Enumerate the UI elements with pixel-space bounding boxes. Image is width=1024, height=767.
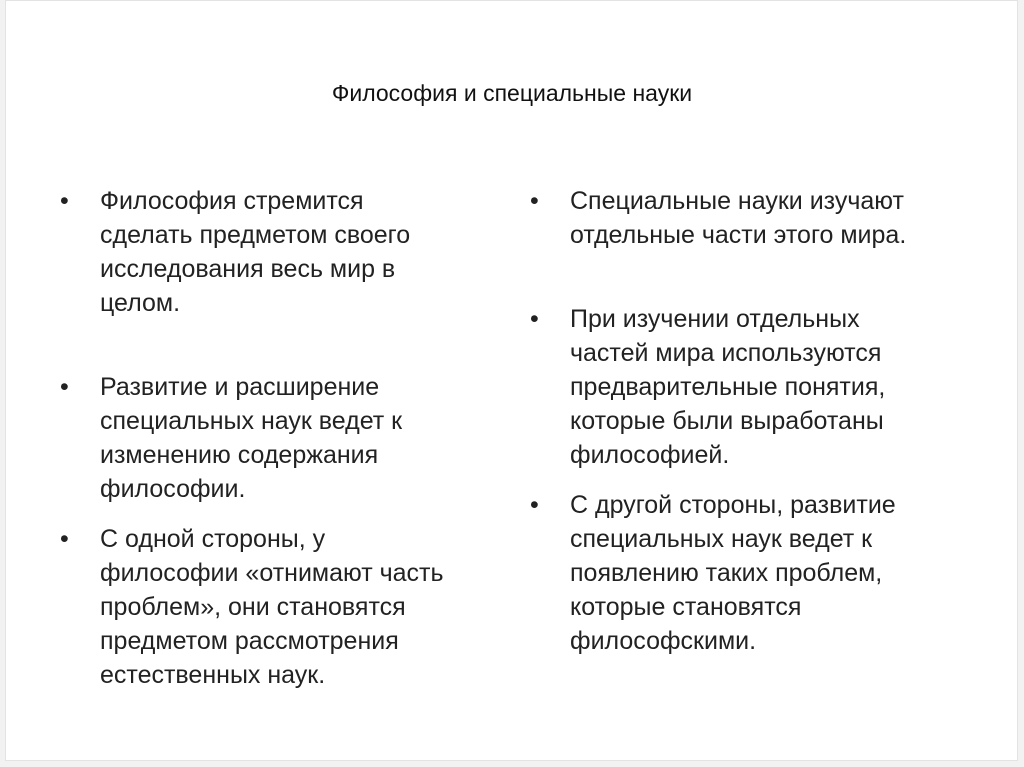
text-line: отдельные части этого мира.: [570, 221, 907, 249]
text-line: целом.: [100, 289, 181, 317]
text-line: проблем», они становятся: [100, 593, 406, 621]
text-line: С одной стороны, у: [100, 525, 326, 553]
bullet-item: [60, 184, 510, 320]
bullet-text: [570, 302, 980, 472]
text-line: философией.: [570, 441, 730, 469]
bullet-marker: •: [530, 491, 539, 519]
bullet-marker: •: [60, 187, 69, 215]
text-line: которые были выработаны: [570, 407, 884, 435]
bullet-item: [530, 184, 980, 252]
text-line: исследования весь мир в: [100, 255, 396, 283]
text-line: предварительные понятия,: [570, 373, 886, 401]
text-line: философии «отнимают часть: [100, 559, 444, 587]
bullet-item: [530, 302, 980, 472]
bullet-item: [60, 522, 510, 692]
right-column: [530, 184, 980, 658]
bullet-marker: •: [530, 187, 539, 215]
text-line: сделать предметом своего: [100, 221, 411, 249]
bullet-text: [100, 184, 510, 320]
text-line: изменению содержания: [100, 441, 379, 469]
text-line: частей мира используются: [570, 339, 882, 367]
text-line: предметом рассмотрения: [100, 627, 399, 655]
text-line: которые становятся: [570, 593, 802, 621]
text-line: При изучении отдельных: [570, 305, 860, 333]
text-line: Специальные науки изучают: [570, 187, 904, 215]
text-line: появлению таких проблем,: [570, 559, 883, 587]
slide-title: Философия и специальные науки: [331, 80, 693, 106]
text-line: специальных наук ведет к: [100, 407, 403, 435]
text-line: философскими.: [570, 627, 757, 655]
bullet-marker: •: [60, 373, 69, 401]
bullet-marker: •: [60, 525, 69, 553]
bullet-text: [100, 370, 510, 506]
text-line: Философия стремится: [100, 187, 364, 215]
text-line: Развитие и расширение: [100, 373, 380, 401]
bullet-item: [530, 488, 980, 658]
bullet-item: [60, 370, 510, 506]
bullet-text: [570, 184, 980, 252]
text-line: специальных наук ведет к: [570, 525, 873, 553]
bullet-text: [570, 488, 980, 658]
bullet-marker: •: [530, 305, 539, 333]
bullet-text: [100, 522, 510, 692]
text-line: естественных наук.: [100, 661, 326, 689]
text-line: С другой стороны, развитие: [570, 491, 896, 519]
text-line: философии.: [100, 475, 246, 503]
left-column: [60, 184, 510, 692]
